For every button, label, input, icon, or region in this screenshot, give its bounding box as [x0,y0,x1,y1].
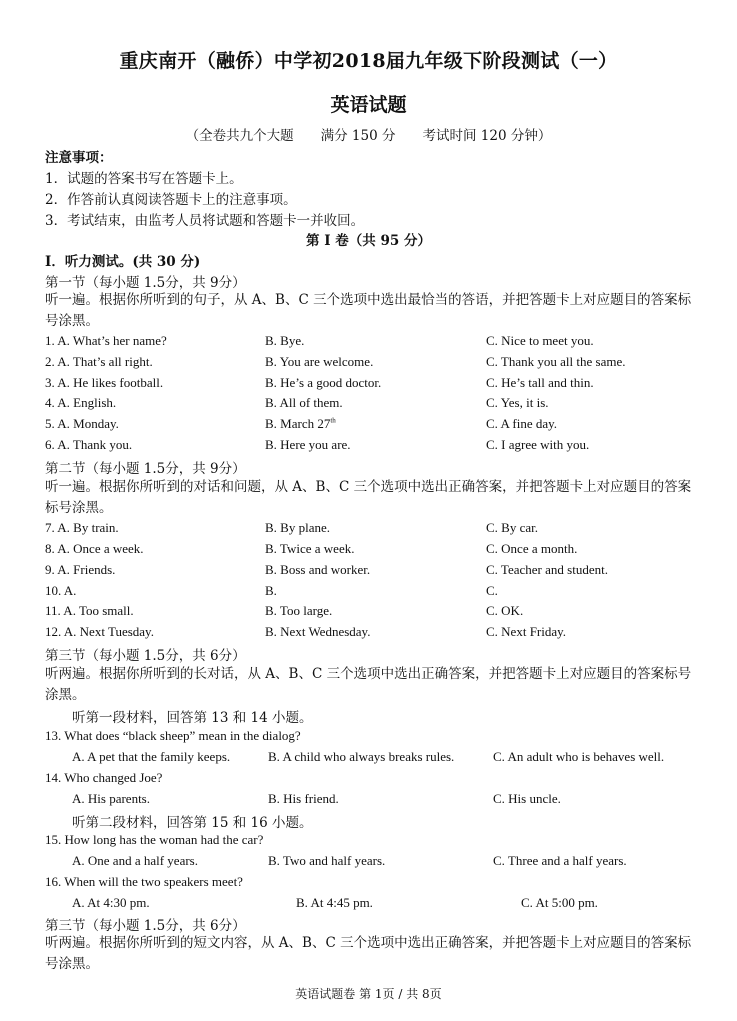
option-a: 6. A. Thank you. [45,437,133,452]
option-a: A. At 4:30 pm. [72,895,150,910]
option-c: C. He’s tall and thin. [486,375,594,390]
option-b: B. A child who always breaks rules. [268,749,455,764]
option-c: C. A fine day. [486,416,558,431]
option-c: C. His uncle. [493,791,561,806]
note-item: 1．试题的答案书写在答题卡上。 [45,171,243,187]
ordinal-suffix: th [330,416,336,425]
option-c: C. Next Friday. [486,624,567,639]
subsection-heading: 第一节（每小题 1.5分，共 9分） [45,275,246,291]
option-a: 1. A. What’s her name? [45,333,167,348]
note-item: 2．作答前认真阅读答题卡上的注意事项。 [45,192,297,208]
question-text: 15. How long has the woman had the car? [45,832,264,847]
subsection-heading: 第三节（每小题 1.5分，共 6分） [45,648,246,664]
question-row [45,354,693,375]
question-text: 13. What does “black sheep” mean in the dialog? [45,728,301,743]
question-row [45,603,693,624]
option-a: A. One and a half years. [72,853,198,868]
option-b: B. All of them. [265,395,343,410]
part-heading: 第 I 卷（共 95 分） [306,233,431,249]
question-text: 14. Who changed Joe? [45,770,163,785]
question-row [45,583,693,604]
question-row [45,853,693,874]
option-a: 3. A. He likes football. [45,375,164,390]
option-a: 7. A. By train. [45,520,119,535]
option-c: C. At 5:00 pm. [521,895,598,910]
option-c: C. Thank you all the same. [486,354,626,369]
option-c: C. Teacher and student. [486,562,608,577]
option-b: B. Two and half years. [268,853,386,868]
note-item: 3．考试结束，由监考人员将试题和答题卡一并收回。 [45,213,365,229]
option-c: C. An adult who is behaves well. [493,749,665,764]
option-a: 2. A. That’s all right. [45,354,153,369]
option-c: C. Nice to meet you. [486,333,594,348]
option-b: B. Too large. [265,603,333,618]
option-b: B. Bye. [265,333,305,348]
option-c: C. Three and a half years. [493,853,627,868]
question-row [45,624,693,645]
option-c: C. I agree with you. [486,437,590,452]
option-a: 4. A. English. [45,395,117,410]
option-a: A. His parents. [72,791,150,806]
option-a: 5. A. Monday. [45,416,119,431]
option-a: 8. A. Once a week. [45,541,144,556]
exam-info: （全卷共九个大题 满分 150 分 考试时间 120 分钟） [185,128,552,144]
notes-heading: 注意事项： [45,150,113,166]
option-b: B. He’s a good doctor. [265,375,382,390]
question-row [45,416,693,437]
option-c: C. By car. [486,520,538,535]
option-a: 10. A. [45,583,77,598]
question-row [45,333,693,354]
question-row [45,562,693,583]
material-note: 听第一段材料，回答第 13 和 14 小题。 [72,710,313,726]
subsection-heading: 第三节（每小题 1.5分，共 6分） [45,918,246,934]
material-note: 听第二段材料，回答第 15 和 16 小题。 [72,815,313,831]
question-row [45,541,693,562]
option-c: C. Once a month. [486,541,578,556]
exam-title: 重庆南开（融侨）中学初2018届九年级下阶段测试（一） [119,50,618,72]
option-b: B. By plane. [265,520,330,535]
option-b: B. Next Wednesday. [265,624,371,639]
question-row [45,375,693,396]
exam-subtitle: 英语试题 [330,94,407,116]
instruction: 听一遍。根据你所听到的对话和问题，从 A、B、C 三个选项中选出正确答案，并把答题卡上对应题目的答案标号涂黑。 [45,479,692,516]
question-text: 16. When will the two speakers meet? [45,874,243,889]
instruction: 听两遍。根据你所听到的短文内容，从 A、B、C 三个选项中选出正确答案，并把答题卡上对应题目的答案标号涂黑。 [45,935,692,972]
option-b: B. Twice a week. [265,541,355,556]
section-heading: I．听力测试。(共 30 分) [45,254,201,270]
option-b [265,416,336,432]
option-b: B. At 4:45 pm. [296,895,373,910]
option-c: C. [486,583,498,598]
question-row [45,895,693,916]
option-c: C. Yes, it is. [486,395,549,410]
option-a: 11. A. Too small. [45,603,134,618]
subsection-heading: 第二节（每小题 1.5分，共 9分） [45,461,246,477]
option-a: 9. A. Friends. [45,562,116,577]
option-b: B. Boss and worker. [265,562,371,577]
instruction: 听两遍。根据你所听到的长对话，从 A、B、C 三个选项中选出正确答案，并把答题卡上对应题目的答案标号涂黑。 [45,666,692,703]
option-a: A. A pet that the family keeps. [72,749,231,764]
question-row [45,520,693,541]
option-b: B. [265,583,277,598]
option-b-text: B. March 27 [265,416,331,431]
option-b: B. His friend. [268,791,339,806]
option-a: 12. A. Next Tuesday. [45,624,154,639]
question-row [45,791,693,812]
option-b: B. Here you are. [265,437,351,452]
instruction: 听一遍。根据你所听到的句子，从 A、B、C 三个选项中选出最恰当的答语，并把答题卡上对应题目的答案标号涂黑。 [45,292,692,329]
page-footer: 英语试题卷 第 1页 / 共 8页 [295,987,442,1001]
option-b: B. You are welcome. [265,354,374,369]
question-row [45,437,693,458]
option-c: C. OK. [486,603,524,618]
question-row [45,749,693,770]
question-row [45,395,693,416]
